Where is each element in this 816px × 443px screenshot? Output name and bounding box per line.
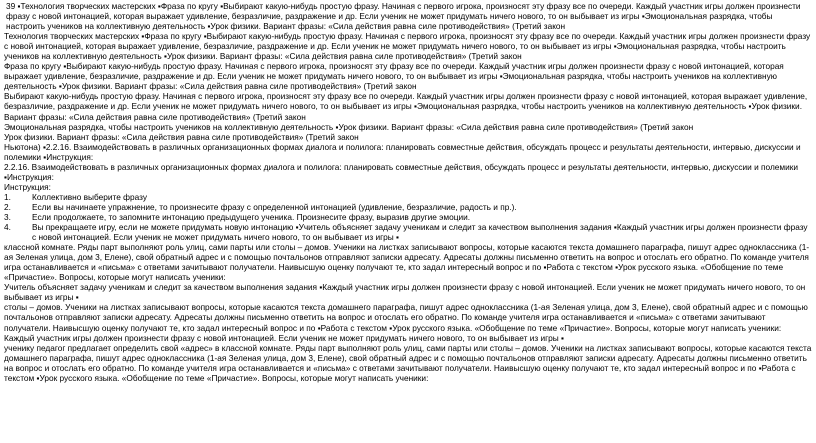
list-item-number: 1. bbox=[4, 191, 11, 202]
list-item-number: 3. bbox=[4, 211, 11, 222]
text-paragraph: Фраза по кругу ▪Выбирают какую-нибудь простую фразу. Начиная с первого игрока, произносят эту фразу все по очереди. Каждый участник игры должен произнести фразу с новой интонацией, которая выражает удивление, безразличие, раздражение и др. Если ученик не может придумать ничего нового, то он выбывает из игры ▪Эмоциональная разрядка, чтобы настроить учеников на коллективную деятельность ▪Урок физики. Вариант фразы: «Сила действия равна силе противодействия» (Третий закон bbox=[4, 61, 784, 92]
text-paragraph: Урок физики. Вариант фразы: «Сила действия равна силе противодействия» (Третий закон bbox=[4, 131, 359, 142]
list-item bbox=[4, 192, 812, 202]
list-item-number: 2. bbox=[4, 201, 11, 212]
list-item-text: Коллективно выберите фразу bbox=[32, 191, 147, 202]
text-paragraph: 2.2.16. Взаимодействовать в различных организационных формах диалога и полилога: планировать совместные действия, обсуждать процесс и результаты деятельности, интервью, дискуссии и полемики ▪Инструкция: bbox=[4, 161, 798, 182]
text-paragraph: Технология творческих мастерских ▪Фраза по кругу ▪Выбирают какую-нибудь простую фразу. Начиная с первого игрока, произносят эту фразу все по очереди. Каждый участник игры должен произнести фразу с новой интонацией, которая выражает удивление, безразличие, раздражение и др. Если ученик не может придумать ничего нового, то он выбывает из игры ▪Эмоциональная разрядка, чтобы настроить учеников на коллективную деятельность ▪Урок физики. Вариант фразы: «Сила действия равна силе противодействия» (Третий закон bbox=[4, 31, 811, 62]
text-paragraph: столы – домов. Ученики на листках записывают вопросы, которые касаются текста домашнего параграфа, пишут адрес одноклассника (1-ая Зеленая улица, дом 3, Елене), свой обратный адрес и с помощью почтальонов отправляют записки адресату. Адресаты должны письменно ответить на вопрос и отослать его обратно. По команде учителя игра останавливается и «письма» с ответами зачитывают получатели. Наивысшую оценку получают те, кто задал интересный вопрос и по ▪Работа с текстом ▪Урок русского языка. «Обобщение по теме «Причастие». Вопросы, которые могут написать ученики: bbox=[4, 302, 808, 333]
list-item bbox=[4, 202, 812, 212]
text-paragraph: Выбирают какую-нибудь простую фразу. Начиная с первого игрока, произносят эту фразу все по очереди. Каждый участник игры должен произнести фразу с новой интонацией, которая выражает удивление, безразличие, раздражение и др. Если ученик не может придумать ничего нового, то он выбывает из игры ▪Эмоциональная разрядка, чтобы настроить учеников на коллективную деятельность ▪Урок физики. Вариант фразы: «Сила действия равна силе противодействия» (Третий закон bbox=[4, 91, 808, 122]
paragraph-block bbox=[4, 1, 812, 192]
text-paragraph: 39 ▪Технология творческих мастерских ▪Фраза по кругу ▪Выбирают какую-нибудь простую фразу. Начиная с первого игрока, произносят эту фразу все по очереди. Каждый участник игры должен произнести фразу с новой интонацией, которая выражает удивление, безразличие, раздражение и др. Если ученик не может придумать ничего нового, то он выбывает из игры ▪Эмоциональная разрядка, чтобы настроить учеников на коллективную деятельность ▪Урок физики. Вариант фразы: «Сила действия равна силе противодействия» (Третий закон bbox=[6, 1, 801, 32]
list-item-text: Если вы начинаете упражнение, то произнесите фразу с определенной интонацией (удивление, безразличие, радость и пр.). bbox=[32, 201, 517, 212]
text-paragraph: Каждый участник игры должен произнести фразу с новой интонацией. Если ученик не может придумать ничего нового, то он выбывает из игры ▪ bbox=[4, 332, 564, 343]
list-item-text: Вы прекращаете игру, если не можете придумать новую интонацию ▪Учитель объясняет задачу ученикам и следит за качеством выполнения задания ▪Каждый участник игры должен произнести фразу с новой интонацией. Если ученик не может придумать ничего нового, то он выбывает из игры ▪ bbox=[32, 222, 808, 243]
instruction-list bbox=[4, 192, 812, 242]
text-paragraph: ученику педагог предлагает определить свой «адрес» в классной комнате. Ряды парт выполняют роль улиц, сами парты или столы – домов. Ученики на листках записывают вопросы, которые касаются текста домашнего параграфа, пишут адрес одноклассника (1-ая Зеленая улица, дом 3, Елене), свой обратный адрес и с помощью почтальонов отправляют записки адресату. Адресаты должны письменно ответить на вопрос и отослать его обратно. По команде учителя игра останавливается и «письма» с ответами зачитывают получатели. Наивысшую оценку получают те, кто задал интересный вопрос и по ▪Работа с текстом ▪Урок русского языка. «Обобщение по теме «Причастие». Вопросы, которые могут написать ученики: bbox=[4, 342, 812, 383]
text-paragraph: Эмоциональная разрядка, чтобы настроить учеников на коллективную деятельность ▪Урок физики. Вариант фразы: «Сила действия равна силе противодействия» (Третий закон bbox=[4, 121, 694, 132]
text-paragraph: Инструкция: bbox=[4, 181, 51, 192]
text-paragraph: Учитель объясняет задачу ученикам и следит за качеством выполнения задания ▪Каждый участник игры должен произнести фразу с новой интонацией. Если ученик не может придумать ничего нового, то он выбывает из игры ▪ bbox=[4, 282, 806, 303]
list-item-number: 4. bbox=[4, 222, 11, 233]
list-item bbox=[4, 212, 812, 222]
list-item-text: Если продолжаете, то запомните интонацию предыдущего ученика. Произнесите фразу, выразив другие эмоции. bbox=[32, 211, 471, 222]
list-item bbox=[4, 222, 812, 242]
tail-paragraph-block bbox=[4, 242, 812, 383]
text-paragraph: Ньютона) ▪2.2.16. Взаимодействовать в различных организационных формах диалога и полилога: планировать совместные действия, обсуждать процесс и результаты деятельности, интервью, дискуссии и полемики ▪Инструкция: bbox=[4, 141, 801, 162]
text-paragraph: классной комнате. Ряды парт выполняют роль улиц, сами парты или столы – домов. Ученики на листках записывают вопросы, которые касаются текста домашнего параграфа, пишут адрес одноклассника (1-ая Зеленая улица, дом 3, Елене), свой обратный адрес и с помощью почтальонов отправляют записки адресату. Адресаты должны письменно ответить на вопрос и отослать его обратно. По команде учителя игра останавливается и «письма» с ответами зачитывают получатели. Наивысшую оценку получают те, кто задал интересный вопрос и по ▪Работа с текстом ▪Урок русского языка. «Обобщение по теме «Причастие». Вопросы, которые могут написать ученики: bbox=[4, 242, 810, 283]
